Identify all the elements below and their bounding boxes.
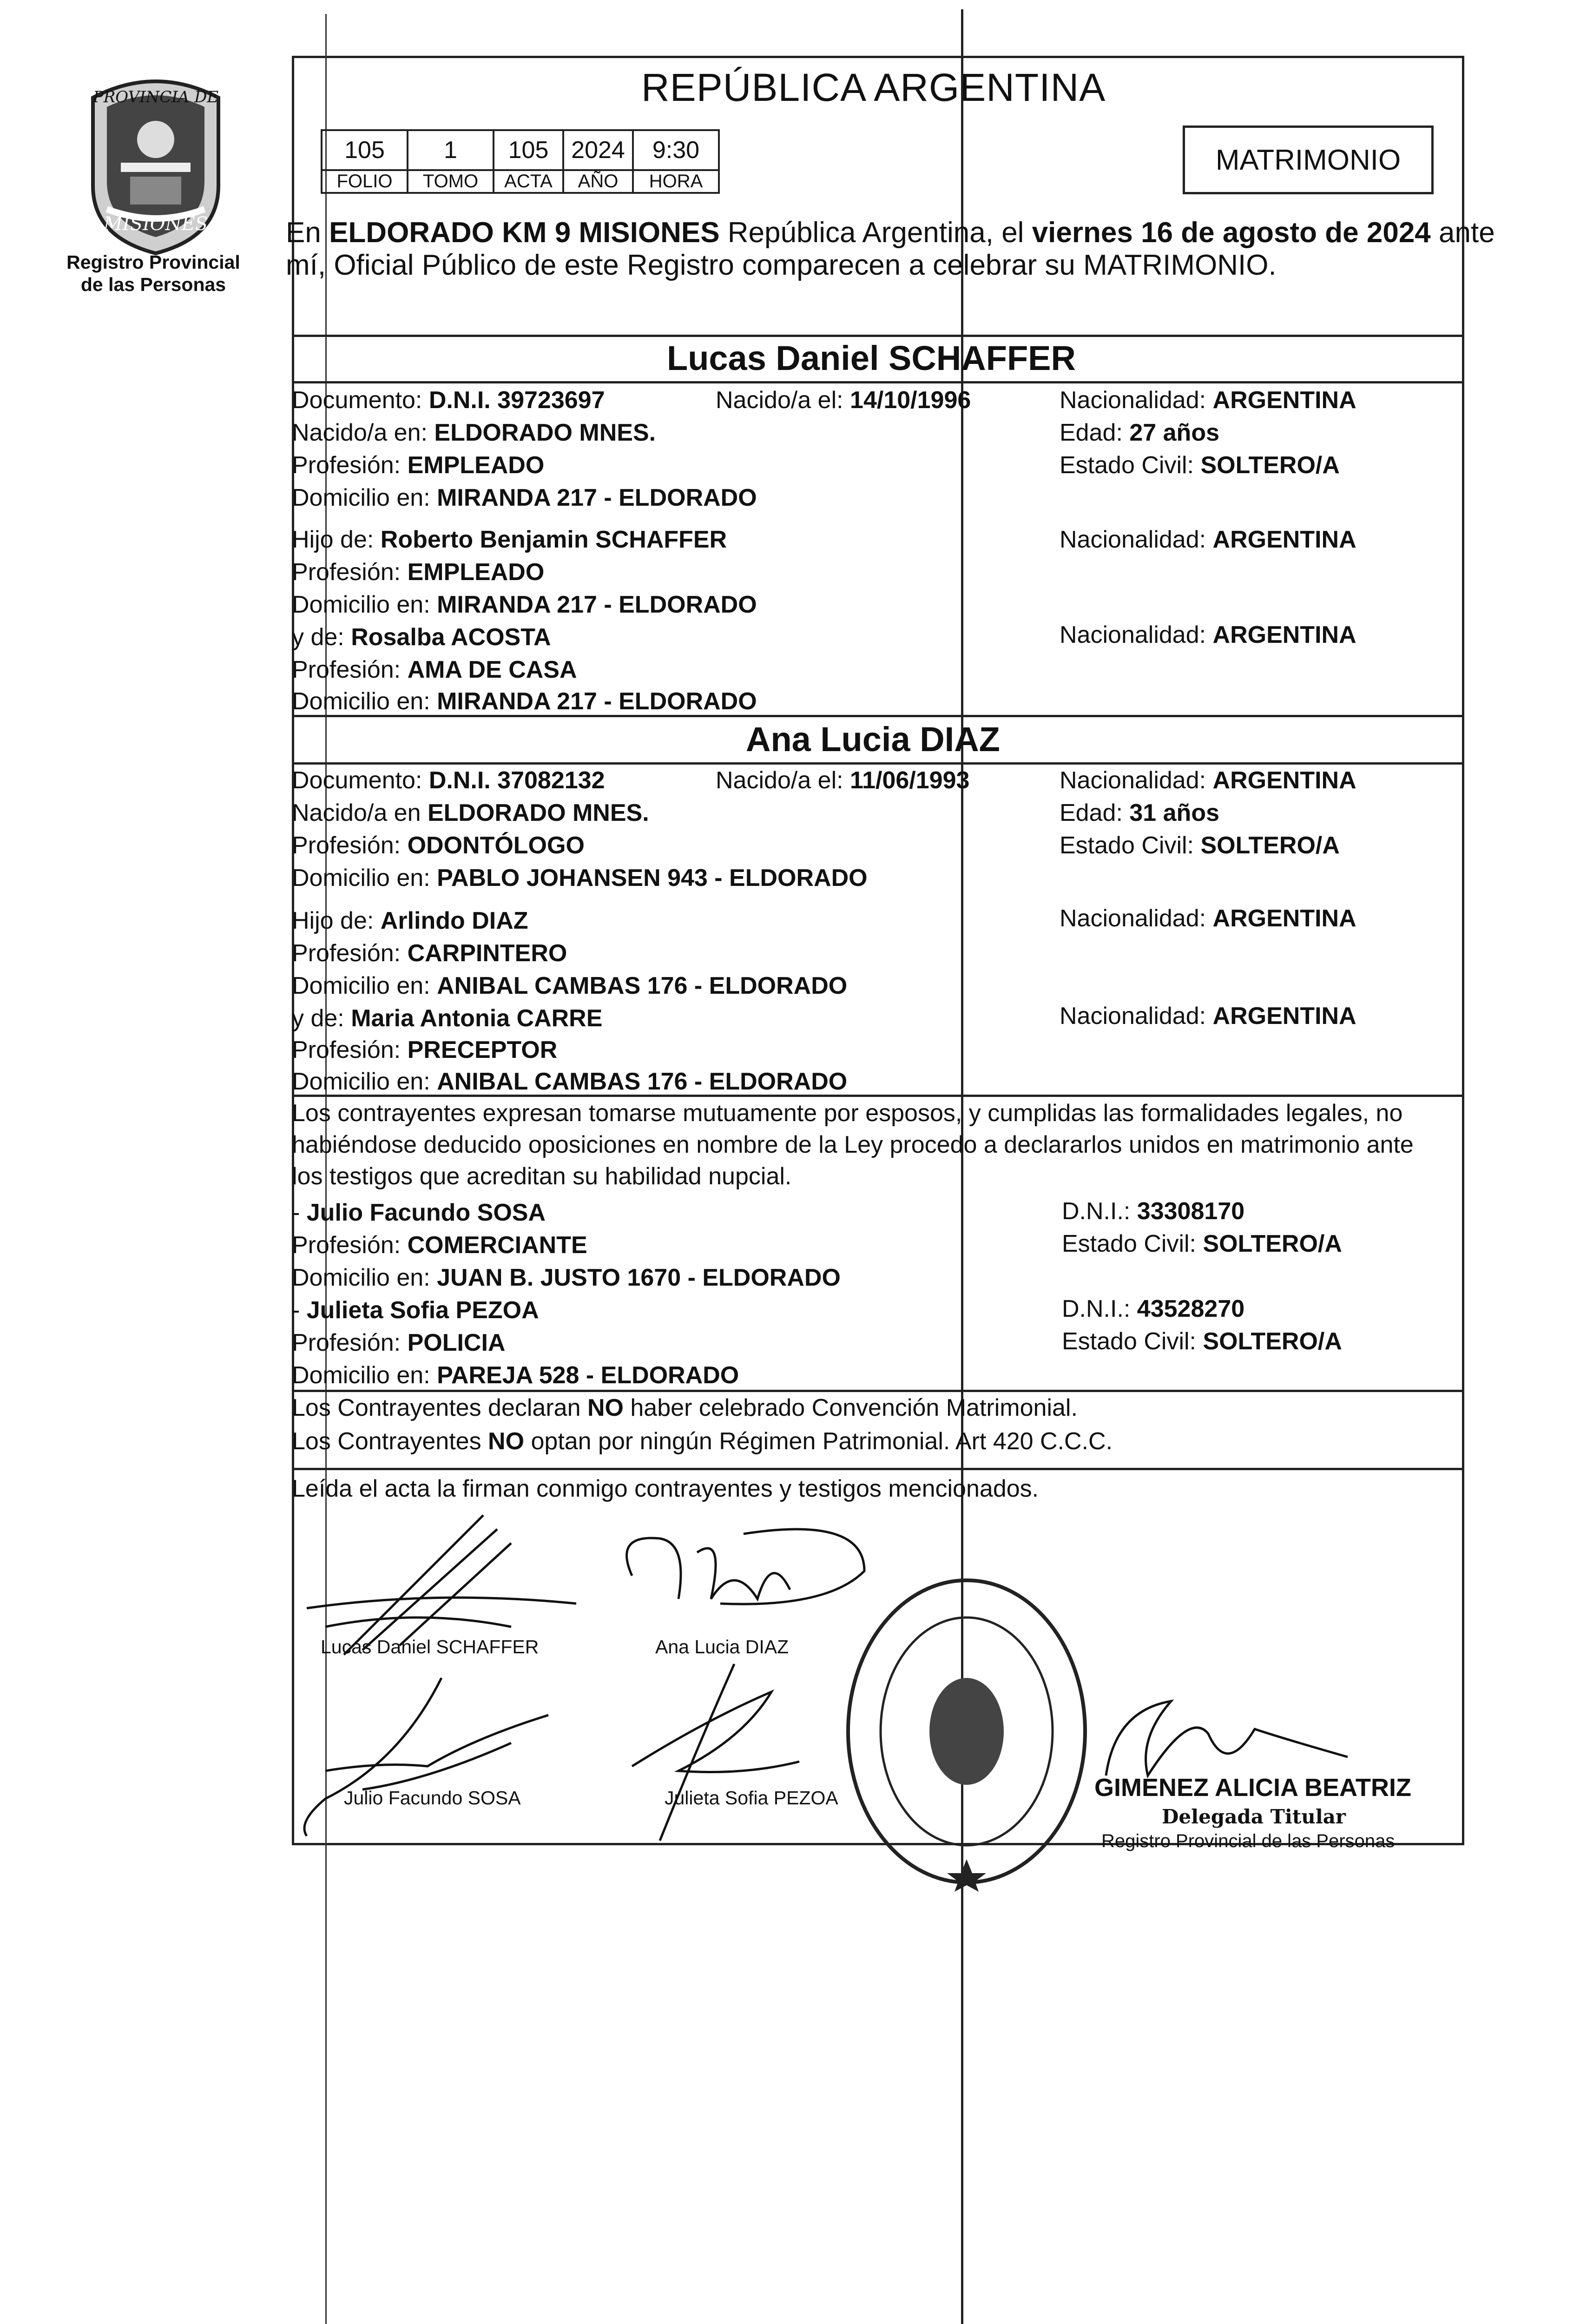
registry-number-box	[321, 129, 720, 194]
spouse1-profession: Profesión: EMPLEADO	[292, 452, 545, 479]
spouse1-document: Documento: D.N.I. 39723697	[292, 387, 605, 414]
witness2-profession: Profesión: POLICIA	[292, 1329, 506, 1356]
hour-label: HORA	[633, 170, 719, 193]
witness2-address: Domicilio en: PAREJA 528 - ELDORADO	[292, 1362, 739, 1389]
spouse1-mother: y de: Rosalba ACOSTA	[292, 624, 551, 651]
signature-witness1	[288, 1669, 576, 1848]
signature-witness2	[604, 1655, 836, 1852]
spouse2-profession: Profesión: ODONTÓLOGO	[292, 832, 585, 859]
spouse2-mother: y de: Maria Antonia CARRE	[292, 1005, 603, 1032]
spouse2-document: Documento: D.N.I. 37082132	[292, 767, 605, 794]
declaration-line-3: los testigos que acreditan su habilidad nupcial.	[292, 1163, 792, 1190]
witness1-profession: Profesión: COMERCIANTE	[292, 1232, 587, 1259]
spouse1-nationality: Nacionalidad: ARGENTINA	[1060, 387, 1356, 414]
spouse2-father-nationality: Nacionalidad: ARGENTINA	[1060, 905, 1356, 932]
year-value: 2024	[563, 130, 633, 170]
spouse2-civil-status: Estado Civil: SOLTERO/A	[1060, 832, 1340, 859]
registry-caption-line2: de las Personas	[80, 274, 226, 295]
spouse2-nationality: Nacionalidad: ARGENTINA	[1060, 767, 1356, 794]
acta-label: ACTA	[494, 170, 563, 193]
spouse2-father: Hijo de: Arlindo DIAZ	[292, 907, 528, 934]
spouse1-father-profession: Profesión: EMPLEADO	[292, 559, 545, 586]
witness1-civil-status: Estado Civil: SOLTERO/A	[1062, 1230, 1342, 1257]
spouse2-father-address: Domicilio en: ANIBAL CAMBAS 176 - ELDORADO	[292, 972, 848, 999]
closing-statement: Leída el acta la firman conmigo contrayentes y testigos mencionados.	[292, 1475, 1039, 1502]
spouse2-address: Domicilio en: PABLO JOHANSEN 943 - ELDORADO	[292, 865, 868, 891]
spouse2-name: Ana Lucia DIAZ	[746, 720, 1000, 759]
spouse1-mother-profession: Profesión: AMA DE CASA	[292, 656, 577, 683]
spouse1-civil-status: Estado Civil: SOLTERO/A	[1060, 452, 1340, 479]
spouse1-mother-address: Domicilio en: MIRANDA 217 - ELDORADO	[292, 688, 757, 715]
tomo-value: 1	[408, 130, 494, 170]
signature-witness1-caption: Julio Facundo SOSA	[344, 1787, 521, 1809]
witness2-name: - Julieta Sofia PEZOA	[292, 1297, 539, 1324]
page-title: REPÚBLICA ARGENTINA	[641, 66, 1106, 109]
hour-value: 9:30	[633, 130, 719, 170]
witness1-dni: D.N.I.: 33308170	[1062, 1198, 1245, 1225]
intro-line-2: mí, Oficial Público de este Registro comparecen a celebrar su MATRIMONIO.	[286, 249, 1277, 281]
spouse1-father: Hijo de: Roberto Benjamin SCHAFFER	[292, 526, 727, 553]
svg-text:PROVINCIA DE: PROVINCIA DE	[92, 88, 219, 106]
signature-spouse2-caption: Ana Lucia DIAZ	[655, 1636, 789, 1657]
tomo-label: TOMO	[408, 170, 494, 193]
spouse1-birthplace: Nacido/a en: ELDORADO MNES.	[292, 419, 656, 446]
province-seal-logo	[79, 70, 232, 256]
signature-witness2-caption: Julieta Sofia PEZOA	[665, 1787, 838, 1809]
spouse2-birthplace: Nacido/a en ELDORADO MNES.	[292, 799, 649, 826]
spouse1-name: Lucas Daniel SCHAFFER	[667, 339, 1076, 377]
section-divider	[292, 1468, 1464, 1470]
officer-organization: Registro Provincial de las Personas	[1101, 1831, 1395, 1851]
spouse2-age: Edad: 31 años	[1060, 799, 1219, 826]
spouse1-father-address: Domicilio en: MIRANDA 217 - ELDORADO	[292, 591, 757, 618]
section-divider	[292, 381, 1464, 383]
document-type-box: MATRIMONIO	[1183, 125, 1434, 194]
witness1-name: - Julio Facundo SOSA	[292, 1199, 546, 1226]
declaration-line-2: habiéndose deducido oposiciones en nombre de la Ley procedo a declararlos unidos en matrimonio ante	[292, 1131, 1414, 1158]
svg-text:MISIONES: MISIONES	[103, 213, 208, 235]
spouse1-age: Edad: 27 años	[1060, 419, 1219, 446]
spouse1-mother-nationality: Nacionalidad: ARGENTINA	[1060, 621, 1356, 648]
folio-label: FOLIO	[322, 170, 408, 193]
witness2-civil-status: Estado Civil: SOLTERO/A	[1062, 1328, 1342, 1355]
signature-spouse1-caption: Lucas Daniel SCHAFFER	[321, 1636, 539, 1657]
witness2-dni: D.N.I.: 43528270	[1062, 1295, 1245, 1322]
spouse2-birthdate: Nacido/a el: 11/06/1993	[716, 767, 970, 794]
regime-statement: Los Contrayentes NO optan por ningún Régimen Patrimonial. Art 420 C.C.C.	[292, 1428, 1113, 1455]
registry-caption	[51, 251, 256, 296]
declaration-line-1: Los contrayentes expresan tomarse mutuamente por esposos, y cumplidas las formalidades legales, no	[292, 1100, 1403, 1127]
section-divider	[292, 335, 1464, 337]
section-divider	[292, 762, 1464, 765]
spouse2-mother-profession: Profesión: PRECEPTOR	[292, 1037, 558, 1063]
spouse2-mother-address: Domicilio en: ANIBAL CAMBAS 176 - ELDORADO	[292, 1068, 848, 1095]
folio-value: 105	[322, 130, 408, 170]
spouse1-father-nationality: Nacionalidad: ARGENTINA	[1060, 526, 1356, 553]
spouse2-father-profession: Profesión: CARPINTERO	[292, 940, 567, 967]
convention-statement: Los Contrayentes declaran NO haber celebrado Convención Matrimonial.	[292, 1394, 1078, 1421]
registry-caption-line1: Registro Provincial	[66, 251, 240, 273]
intro-line-1: En ELDORADO KM 9 MISIONES República Argentina, el viernes 16 de agosto de 2024 ante	[286, 217, 1495, 249]
officer-name: GIMENEZ ALICIA BEATRIZ	[1094, 1774, 1411, 1802]
spouse2-mother-nationality: Nacionalidad: ARGENTINA	[1060, 1003, 1356, 1030]
officer-title: Delegada Titular	[1162, 1805, 1346, 1828]
acta-value: 105	[494, 130, 563, 170]
section-divider	[292, 1390, 1464, 1392]
spouse1-birthdate: Nacido/a el: 14/10/1996	[716, 387, 971, 414]
year-label: AÑO	[563, 170, 633, 193]
witness1-address: Domicilio en: JUAN B. JUSTO 1670 - ELDORADO	[292, 1264, 841, 1291]
registry-stamp	[836, 1571, 1097, 1894]
spouse1-address: Domicilio en: MIRANDA 217 - ELDORADO	[292, 484, 757, 511]
